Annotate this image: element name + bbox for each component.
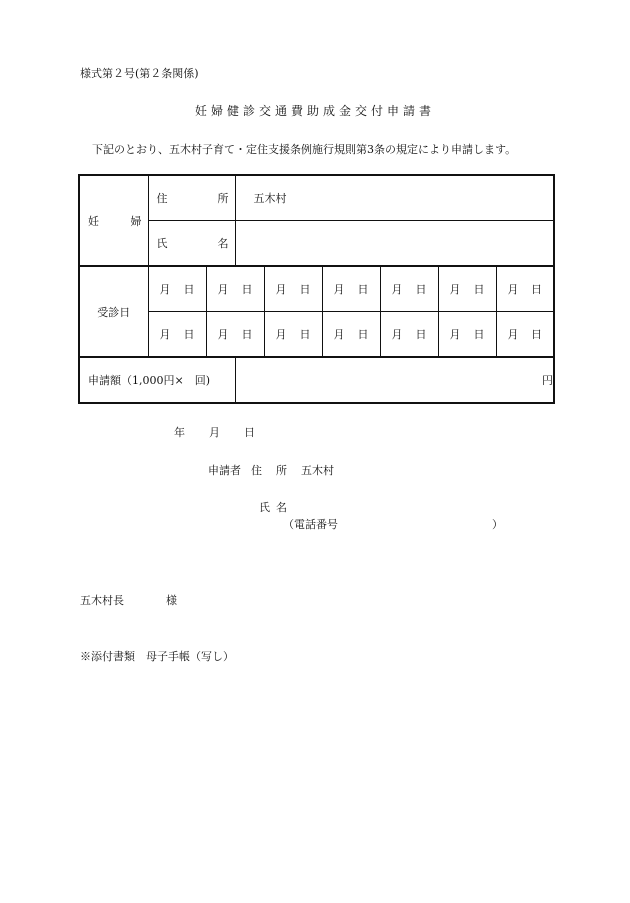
pregnant-label-cell bbox=[79, 175, 148, 266]
exam-date-cell[interactable] bbox=[148, 312, 206, 358]
date-line bbox=[174, 424, 255, 440]
name-value-cell[interactable] bbox=[235, 221, 554, 267]
month-label: 月 bbox=[217, 283, 229, 296]
exam-date-cell[interactable] bbox=[148, 266, 206, 312]
name-label-cell bbox=[148, 221, 235, 267]
yen-label: 円 bbox=[542, 374, 553, 387]
amount-label-cell bbox=[79, 357, 235, 403]
applicant-address-value: 五木村 bbox=[301, 464, 334, 477]
applicant-address-label-2: 所 bbox=[276, 464, 287, 477]
day-label: 日 bbox=[473, 328, 485, 341]
month-label: 月 bbox=[159, 283, 171, 296]
month-label: 月 bbox=[391, 328, 403, 341]
day-label: 日 bbox=[244, 426, 255, 439]
day-label: 日 bbox=[415, 283, 427, 296]
applicant-name-label-2: 名 bbox=[276, 501, 287, 514]
day-label: 日 bbox=[357, 283, 369, 296]
month-label: 月 bbox=[333, 328, 345, 341]
amount-value-cell[interactable] bbox=[235, 357, 554, 403]
exam-date-cell[interactable] bbox=[322, 266, 380, 312]
document-title: 妊婦健診交通費助成金交付申請書 bbox=[194, 104, 435, 118]
phone-close-paren: ） bbox=[492, 518, 503, 531]
address-label-cell bbox=[148, 175, 235, 221]
day-label: 日 bbox=[241, 328, 253, 341]
applicant-label: 申請者 bbox=[208, 464, 241, 477]
applicant-name-line bbox=[259, 499, 287, 515]
exam-day-label-cell bbox=[79, 266, 148, 357]
name-label-1: 氏 bbox=[156, 237, 168, 250]
exam-date-cell[interactable] bbox=[206, 312, 264, 358]
applicant-address-label-1: 住 bbox=[251, 464, 262, 477]
day-label: 日 bbox=[531, 283, 542, 296]
month-label: 月 bbox=[507, 328, 519, 341]
exam-date-cell[interactable] bbox=[496, 312, 554, 358]
applicant-name-label-1: 氏 bbox=[259, 501, 270, 514]
exam-date-cell[interactable] bbox=[438, 312, 496, 358]
day-label: 日 bbox=[473, 283, 485, 296]
month-label: 月 bbox=[507, 283, 519, 296]
pregnant-label-2: 婦 bbox=[130, 214, 142, 228]
addressee-line bbox=[80, 592, 177, 608]
exam-day-label: 受診日 bbox=[97, 305, 131, 319]
year-label: 年 bbox=[174, 426, 185, 439]
exam-date-cell[interactable] bbox=[322, 312, 380, 358]
addressee-name: 五木村長 bbox=[80, 594, 124, 607]
application-table bbox=[78, 174, 555, 404]
day-label: 日 bbox=[357, 328, 369, 341]
address-label-1: 住 bbox=[156, 192, 168, 205]
day-label: 日 bbox=[299, 283, 311, 296]
intro-text: 下記のとおり、五木村子育て・定住支援条例施行規則第3条の規定により申請します。 bbox=[92, 143, 517, 156]
day-label: 日 bbox=[531, 328, 542, 341]
phone-open-label: （電話番号 bbox=[283, 518, 338, 531]
month-label: 月 bbox=[275, 328, 287, 341]
exam-date-cell[interactable] bbox=[380, 266, 438, 312]
month-label: 月 bbox=[209, 426, 220, 439]
amount-label: 申請額（1,000円× 回) bbox=[88, 374, 210, 387]
exam-date-cell[interactable] bbox=[438, 266, 496, 312]
attachments-note: ※添付書類 母子手帳（写し） bbox=[80, 650, 234, 663]
pregnant-label-1: 妊 bbox=[88, 214, 99, 228]
day-label: 日 bbox=[415, 328, 427, 341]
form-number: 様式第２号(第２条関係) bbox=[80, 67, 199, 80]
exam-date-cell[interactable] bbox=[264, 266, 322, 312]
day-label: 日 bbox=[299, 328, 311, 341]
applicant-address-line bbox=[208, 462, 334, 478]
month-label: 月 bbox=[333, 283, 345, 296]
address-label-2: 所 bbox=[217, 192, 229, 205]
month-label: 月 bbox=[159, 328, 171, 341]
address-value-cell[interactable] bbox=[235, 175, 554, 221]
month-label: 月 bbox=[449, 328, 461, 341]
name-label-2: 名 bbox=[217, 237, 229, 250]
exam-date-cell[interactable] bbox=[380, 312, 438, 358]
day-label: 日 bbox=[241, 283, 253, 296]
month-label: 月 bbox=[275, 283, 287, 296]
address-value: 五木村 bbox=[253, 192, 287, 205]
exam-date-cell[interactable] bbox=[206, 266, 264, 312]
month-label: 月 bbox=[391, 283, 403, 296]
addressee-honorific: 様 bbox=[166, 594, 177, 607]
day-label: 日 bbox=[183, 283, 195, 296]
day-label: 日 bbox=[183, 328, 195, 341]
exam-date-cell[interactable] bbox=[496, 266, 554, 312]
month-label: 月 bbox=[217, 328, 229, 341]
month-label: 月 bbox=[449, 283, 461, 296]
applicant-phone-line bbox=[283, 516, 503, 532]
exam-date-cell[interactable] bbox=[264, 312, 322, 358]
